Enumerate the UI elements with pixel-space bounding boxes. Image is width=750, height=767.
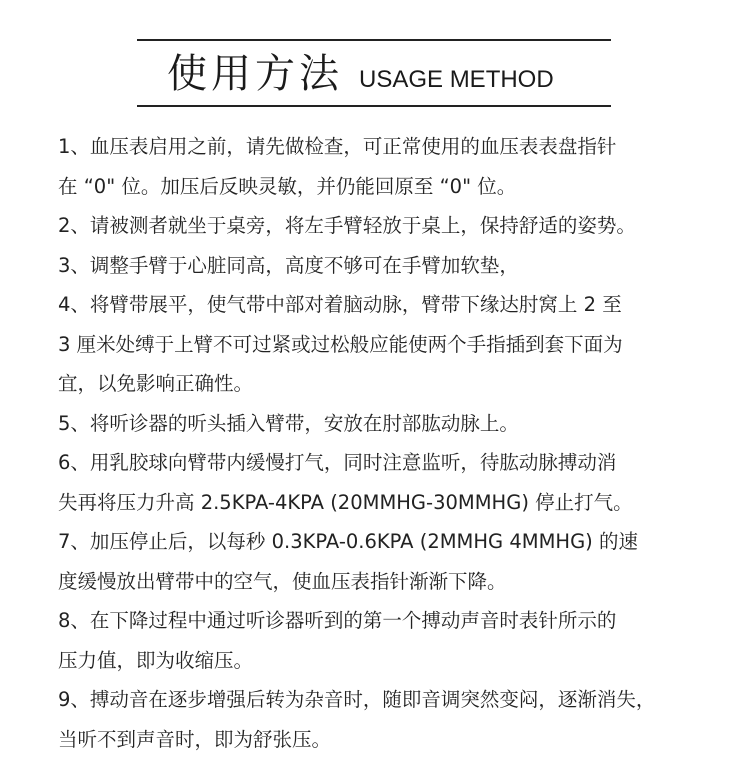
instruction-line: 失再将压力升高 2.5KPA-4KPA (20MMHG-30MMHG) 停止打气。 bbox=[58, 490, 633, 514]
instruction-line: 8、在下降过程中通过听诊器听到的第一个搏动声音时表针所示的 bbox=[58, 609, 617, 632]
title-row bbox=[167, 49, 554, 99]
instruction-line: 7、加压停止后，以每秒 0.3KPA-0.6KPA (2MMHG 4MMHG) 的速 bbox=[58, 530, 638, 553]
instruction-line: 3、调整手臂于心脏同高，高度不够可在手臂加软垫， bbox=[58, 253, 519, 277]
instruction-line: 6、用乳胶球向臂带内缓慢打气，同时注意监听，待肱动脉搏动消 bbox=[58, 451, 617, 474]
instruction-line: 5、将听诊器的听头插入臂带，安放在肘部肱动脉上。 bbox=[58, 411, 519, 435]
header-bottom-rule bbox=[137, 105, 611, 107]
instruction-line: 9、搏动音在逐步增强后转为杂音时，随即音调突然变闷，逐渐消失， bbox=[58, 688, 656, 711]
header-top-rule bbox=[137, 39, 611, 41]
instruction-line: 1、血压表启用之前，请先做检查，可正常使用的血压表表盘指针 bbox=[58, 135, 617, 158]
instruction-line: 当听不到声音时，即为舒张压。 bbox=[58, 727, 332, 751]
instruction-line: 度缓慢放出臂带中的空气，使血压表指针渐渐下降。 bbox=[58, 569, 507, 593]
page-title: 使用方法 bbox=[167, 51, 343, 97]
instruction-line: 宜，以免影响正确性。 bbox=[58, 372, 254, 395]
instruction-line: 压力值，即为收缩压。 bbox=[58, 648, 254, 672]
instruction-line: 在 “0" 位。加压后反映灵敏，并仍能回原至 “0" 位。 bbox=[58, 174, 517, 198]
section-header bbox=[137, 39, 611, 107]
page-title-english: USAGE METHOD bbox=[359, 66, 554, 93]
instruction-list bbox=[58, 127, 708, 759]
instruction-line: 3 厘米处缚于上臂不可过紧或过松般应能使两个手指插到套下面为 bbox=[58, 332, 623, 356]
instruction-line: 2、请被测者就坐于桌旁，将左手臂轻放于桌上，保持舒适的姿势。 bbox=[58, 214, 636, 237]
instruction-line: 4、将臂带展平，使气带中部对着脑动脉，臂带下缘达肘窝上 2 至 bbox=[58, 293, 622, 316]
